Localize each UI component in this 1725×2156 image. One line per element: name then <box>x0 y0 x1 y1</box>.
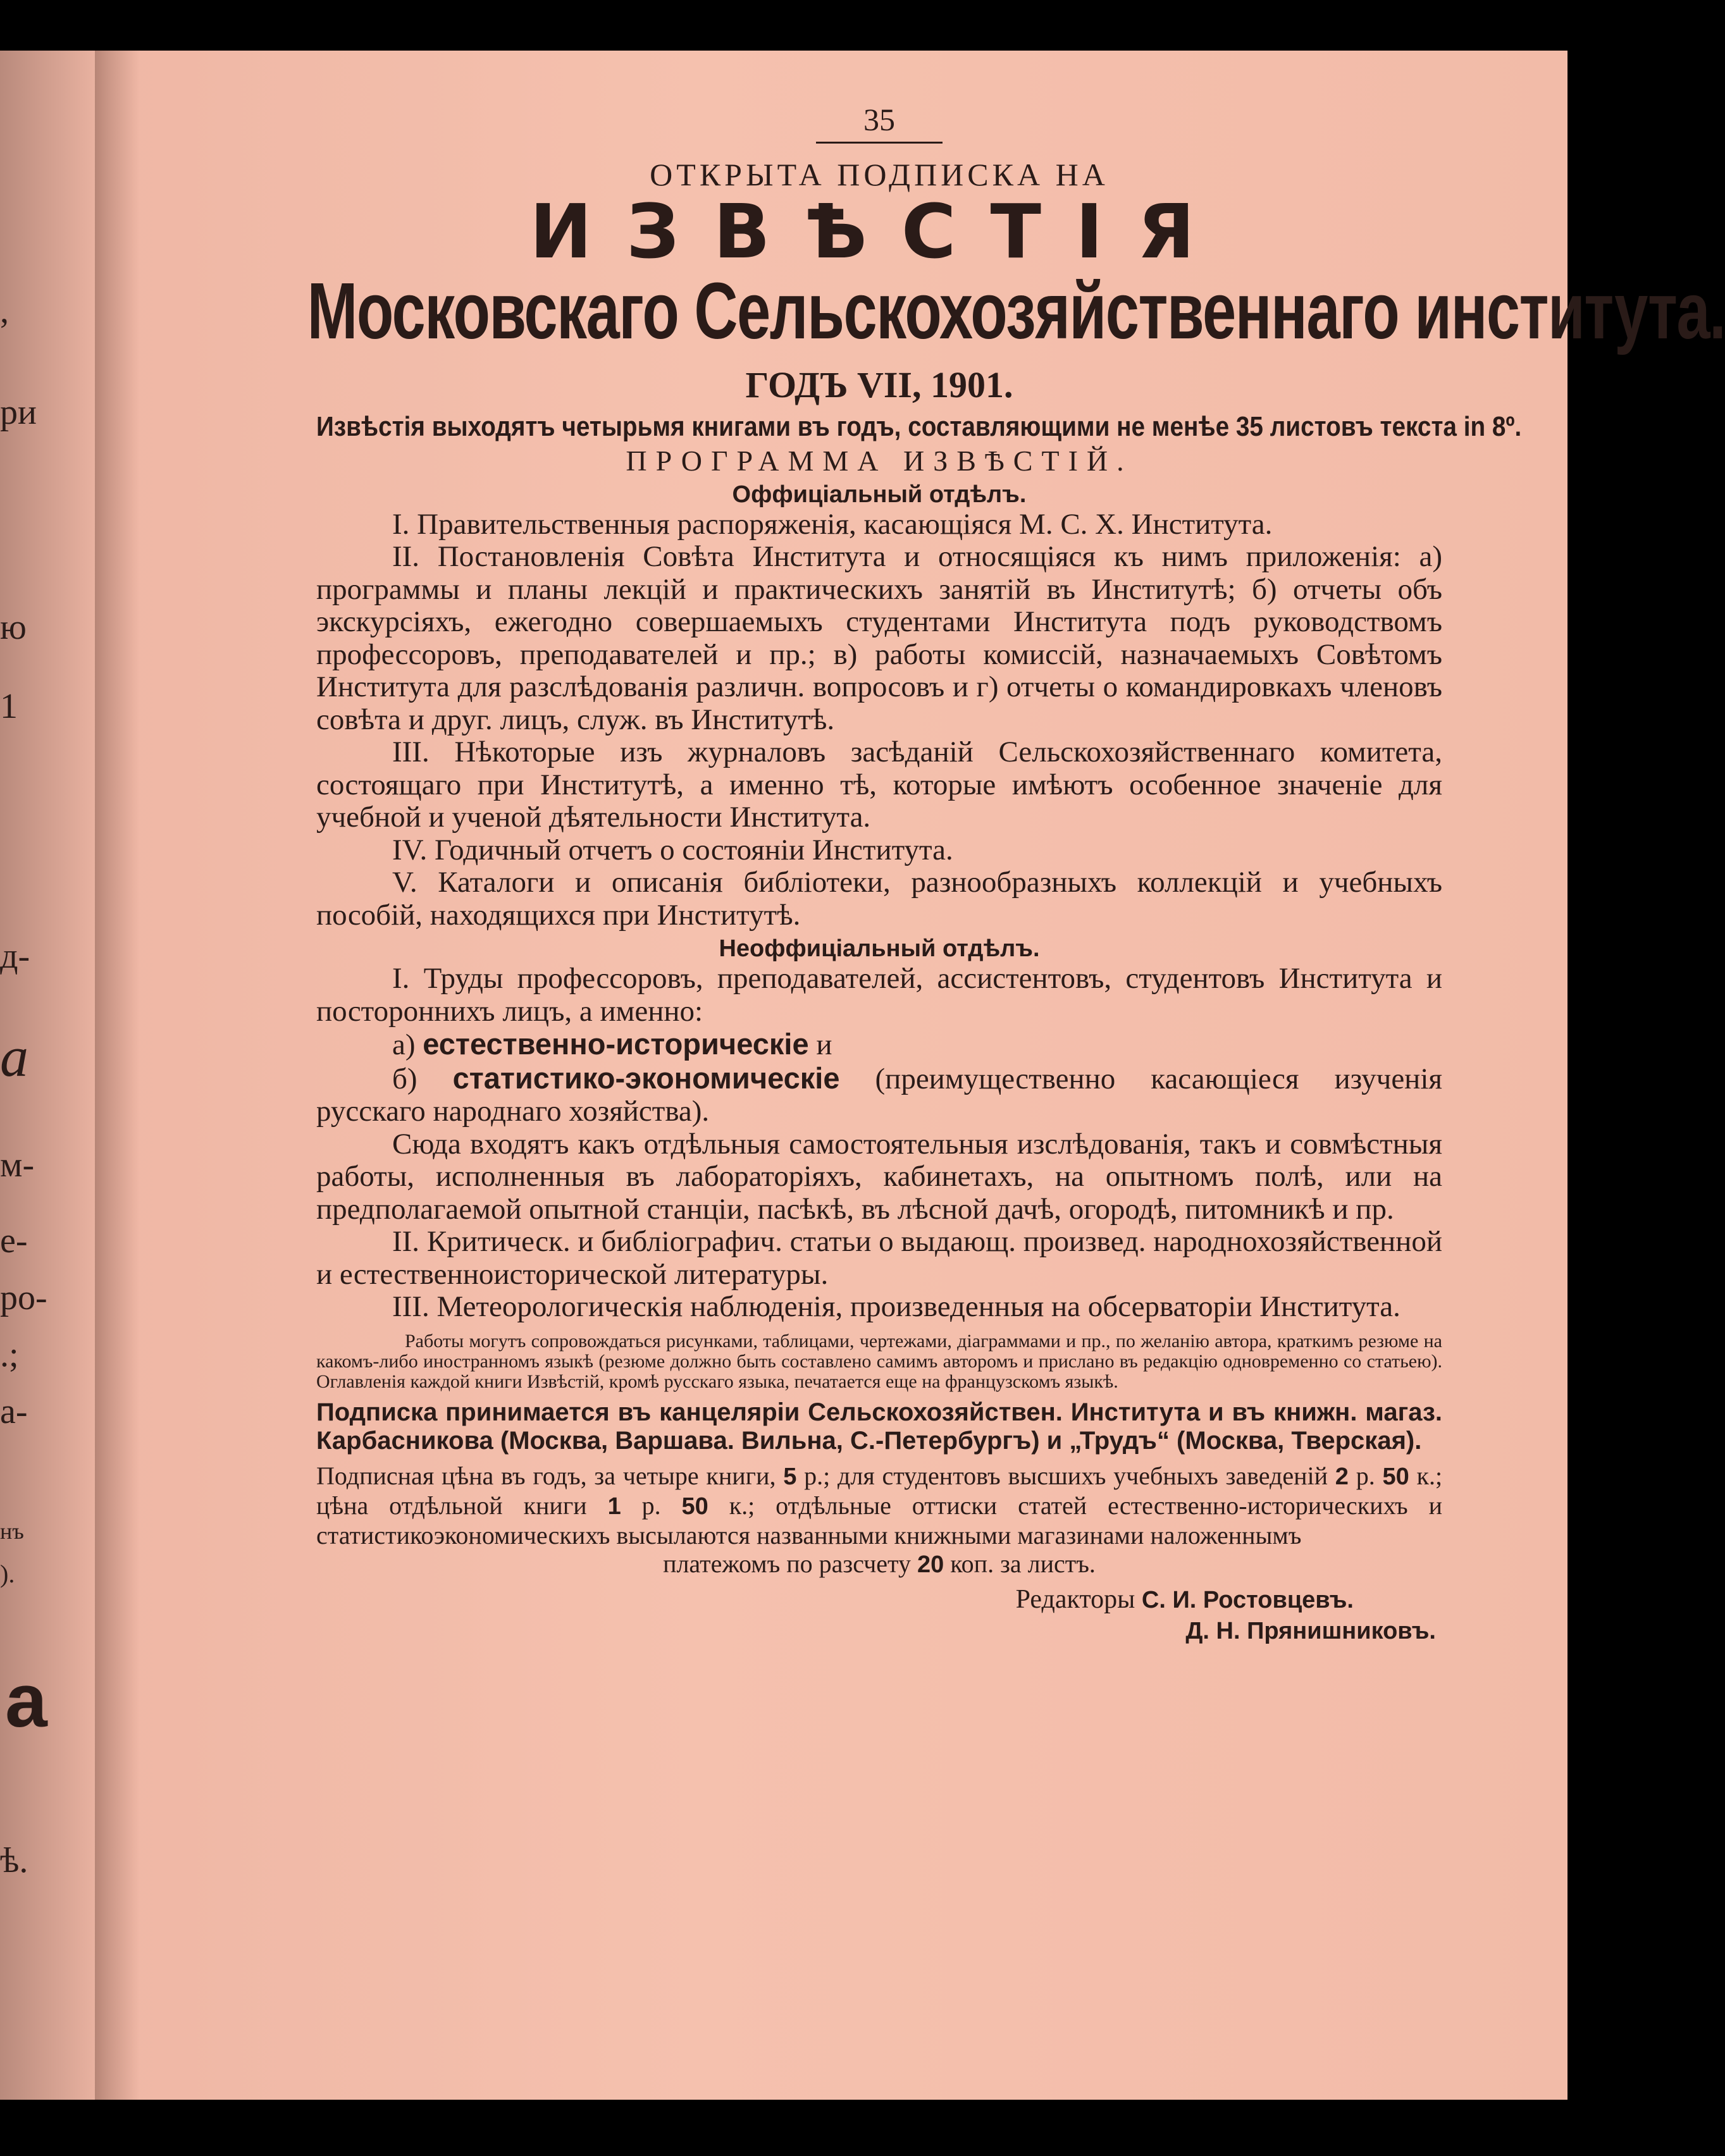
works-note: Работы могутъ сопровождаться рисунками, таблицами, чертежами, діаграммами и пр., по желанію автора, краткимъ резюме на какомъ-либо иностранномъ языкѣ (резюме должно быть составлено самимъ авторомъ и прислано въ редакцію одновременно со статьею). Оглавленія каждой книги Извѣстій, кромѣ русскаго языка, печатается еще на французскомъ языкѣ. <box>316 1330 1442 1392</box>
intro-line: Извѣстія выходятъ четырьмя книгами въ годъ, составляющими не менѣе 35 листовъ текста in 8º. <box>316 410 1522 442</box>
page-number: 35 <box>863 102 895 137</box>
item-1a-suffix: и <box>816 1028 832 1062</box>
margin-fragment: , <box>0 292 9 331</box>
editor-2-line <box>316 1615 1436 1646</box>
item-1a-bold: естественно-историческіе <box>423 1027 809 1061</box>
subscription-place: Подписка принимается въ канцеляріи Сельскохозяйствен. Института и въ книжн. магаз. Карбасникова (Москва, Варшава. Вильна, С.-Петербургъ) и „Трудъ“ (Москва, Тверская). <box>316 1398 1442 1455</box>
page-number-rule <box>816 142 943 144</box>
official-item-5: V. Каталоги и описанія библіотеки, разнообразныхъ коллекцій и учебныхъ пособій, находящихся при Институтѣ. <box>316 866 1442 932</box>
item-1a-prefix: а) <box>392 1028 416 1062</box>
price-value: 2 <box>1335 1463 1349 1490</box>
price-text: Подписная цѣна въ годъ, за четыре книги, <box>316 1461 776 1490</box>
margin-fragment: 1 <box>0 687 18 726</box>
price-text: к.; отдѣльные оттиски статей естественно-историческихъ и статистикоэкономическихъ высылаются названными книжными магазинами наложеннымъ <box>316 1491 1443 1549</box>
price-text: коп. за листъ. <box>950 1549 1096 1578</box>
editor-2: Д. Н. Прянишниковъ. <box>1185 1617 1436 1644</box>
unofficial-item-1b <box>316 1062 1442 1128</box>
price-text: р. <box>1356 1461 1375 1490</box>
price-value: 5 <box>783 1463 797 1490</box>
subscription-heading: ОТКРЫТА ПОДПИСКА НА <box>650 157 1109 192</box>
editors-signature <box>316 1584 1436 1646</box>
official-item-2: II. Постановленія Совѣта Института и относящіяся къ нимъ приложенія: а) программы и планы лекцій и практическихъ занятій въ Институтѣ; б) отчеты объ экскурсіяхъ, ежегодно совершаемыхъ студентами Института подъ руководствомъ профессоровъ, преподавателей и пр.; в) работы комиссій, назначаемыхъ Совѣтомъ Института для разслѣдованія различн. вопросовъ и г) отчеты о командировкахъ членовъ совѣта и друг. лицъ, служ. въ Институтѣ. <box>316 540 1442 736</box>
official-item-1: I. Правительственныя распоряженія, касающіяся М. С. Х. Института. <box>392 507 1273 541</box>
price-value: 20 <box>917 1551 944 1578</box>
journal-title: ИЗВѢСТІЯ <box>529 188 1229 275</box>
unofficial-includes: Сюда входятъ какъ отдѣльныя самостоятельныя изслѣдованія, такъ и совмѣстныя работы, исполненныя въ лабораторіяхъ, кабинетахъ, на опытномъ полѣ, или на предполагаемой опытной станціи, пасѣкѣ, въ лѣсной дачѣ, огородѣ, питомникѣ и пр. <box>316 1127 1442 1226</box>
margin-fragment: a <box>0 1026 28 1088</box>
margin-fragment: .; <box>0 1335 19 1374</box>
unofficial-item-1: I. Труды профессоровъ, преподавателей, ассистентовъ, студентовъ Института и постороннихъ лицъ, а именно: <box>316 962 1442 1028</box>
margin-fragment: a <box>5 1658 47 1743</box>
margin-fragment: ѣ. <box>0 1841 28 1880</box>
margin-fragment: д- <box>0 937 30 976</box>
margin-fragment: м- <box>0 1145 35 1185</box>
price-last-line <box>316 1549 1442 1579</box>
price-text: к.; цѣна отдѣльной книги <box>316 1461 1443 1520</box>
margin-fragment: ро- <box>0 1278 47 1317</box>
price-value: 50 <box>681 1493 708 1520</box>
editor-1-line <box>316 1584 1354 1615</box>
official-item-3: III. Нѣкоторые изъ журналовъ засѣданій Сельскохозяйственнаго комитета, состоящаго при Институтѣ, а именно тѣ, которые имѣютъ особенное значеніе для учебной и ученой дѣятельности Института. <box>316 736 1442 834</box>
unofficial-item-3: III. Метеорологическія наблюденія, произведенныя на обсерваторіи Института. <box>392 1290 1400 1324</box>
official-item-4: IV. Годичный отчетъ о состояніи Института. <box>392 833 953 866</box>
margin-fragment: нъ <box>0 1518 24 1544</box>
margin-fragment: е- <box>0 1221 28 1260</box>
margin-fragment: ри <box>0 393 37 432</box>
item-1b-prefix: б) <box>392 1062 417 1095</box>
year-line: ГОДЪ VII, 1901. <box>745 364 1013 405</box>
price-text: р. <box>641 1491 661 1520</box>
item-1b-bold: статистико-экономическіе <box>452 1061 840 1095</box>
page-spine-shadow <box>95 51 139 2100</box>
program-title: ПРОГРАММА ИЗВѢСТІЙ. <box>626 444 1133 477</box>
institute-title: Московскаго Сельскохозяйственнаго института. <box>307 266 1725 355</box>
unofficial-item-2: II. Критическ. и библіографич. статьи о выдающ. произвед. народнохозяйственной и естественноисторической литературы. <box>316 1225 1442 1291</box>
unofficial-item-1a <box>316 1028 1442 1062</box>
price-value: 50 <box>1382 1463 1409 1490</box>
editor-1: С. И. Ростовцевъ. <box>1141 1586 1354 1613</box>
page-content <box>307 101 1725 1646</box>
price-value: 1 <box>607 1493 621 1520</box>
official-section-heading: Оффиціальный отдѣлъ. <box>732 481 1027 508</box>
editors-label: Редакторы <box>1015 1584 1135 1614</box>
price-text: платежомъ по разсчету <box>663 1549 911 1578</box>
unofficial-section-heading: Неоффиціальный отдѣлъ. <box>719 935 1040 963</box>
margin-fragment: ю <box>0 608 27 647</box>
subscription-price <box>316 1462 1442 1549</box>
scanned-page <box>0 51 1725 2100</box>
price-text: р.; для студентовъ высшихъ учебныхъ заведеній <box>804 1461 1328 1490</box>
margin-fragment: а- <box>0 1392 28 1431</box>
margin-fragment: ). <box>0 1560 15 1588</box>
item-1b-suffix: (преимущественно касающіеся изученія русскаго народнаго хозяйства). <box>316 1062 1443 1128</box>
